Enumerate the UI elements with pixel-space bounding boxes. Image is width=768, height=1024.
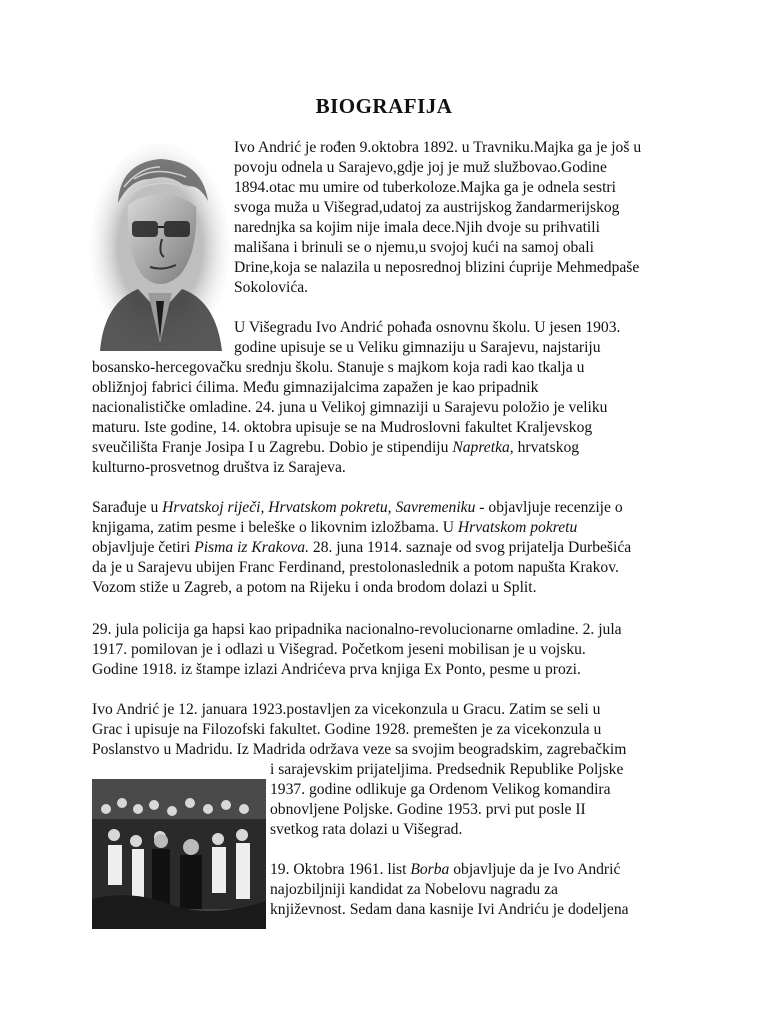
text-line: 1917. pomilovan je i odlazi u Višegrad. Početkom jeseni mobilisan je u vojsku. (92, 641, 586, 658)
text-line: Poslanstvo u Madridu. Iz Madrida održava veze sa svojim beogradskim, zagrebačkim (92, 741, 627, 758)
text-line: svoga muža u Višegrad,udatoj za austrijskog žandarmerijskog (234, 199, 620, 216)
page-title: BIOGRAFIJA (315, 94, 453, 118)
text-line: Sokolovića. (234, 279, 309, 296)
text-line: knjigama, zatim pesme i beleške o likovnim izložbama. U Hrvatskom pokretu (92, 519, 578, 536)
text-line: Ivo Andrić je 12. januara 1923.postavljen za vicekonzula u Gracu. Zatim se seli u (92, 701, 601, 718)
text-line: nacionalističke omladine. 24. juna u Velikoj gimnaziji u Sarajevu položio je veliku (92, 399, 608, 416)
paragraph-diplomacy (92, 700, 684, 840)
text-line: 19. Oktobra 1961. list Borba objavljuje da je Ivo Andrić (270, 861, 621, 878)
text-line: Vozom stiže u Zagreb, a potom na Rijeku i onda brodom dolazi u Split. (92, 579, 537, 596)
text-line: U Višegradu Ivo Andrić pohađa osnovnu školu. U jesen 1903. (234, 319, 621, 336)
text-line: godine upisuje se u Veliku gimnaziju u Sarajevu, najstariju (234, 339, 601, 356)
paragraph-birth (92, 138, 684, 298)
text-line: kulturno-prosvetnog društva iz Sarajeva. (92, 459, 346, 476)
text-line: narednjka sa kojim nije imala dece.Njih dvoje su prihvatili (234, 219, 600, 236)
text-line: sveučilišta Franje Josipa I u Zagrebu. Dobio je stipendiju Napretka, hrvatskog (92, 439, 580, 456)
text-line: svetkog rata dolazi u Višegrad. (270, 821, 463, 838)
text-line: najozbiljniji kandidat za Nobelovu nagradu za (270, 881, 558, 898)
paragraph-arrest (92, 620, 684, 680)
text-line: 29. jula policija ga hapsi kao pripadnika nacionalno-revolucionarne omladine. 2. jula (92, 621, 622, 638)
text-line: da je u Sarajevu ubijen Franc Ferdinand, prestolonaslednik a potom napušta Krakov. (92, 559, 619, 576)
text-line: Sarađuje u Hrvatskoj riječi, Hrvatskom pokretu, Savremeniku - objavljuje recenzije o (92, 499, 623, 516)
text-line: maturu. Iste godine, 14. oktobra upisuje se na Mudroslovni fakultet Kraljevskog (92, 419, 593, 436)
text-line: bosansko-hercegovačku srednju školu. Stanuje s majkom koja radi kao tkalja u (92, 359, 585, 376)
text-line: povoju odnela u Sarajevo,gdje joj je muž službovao.Godine (234, 159, 607, 176)
text-line: obližnjoj fabrici ćilima. Među gimnazijalcima zapažen je kao pripadnik (92, 379, 539, 396)
text-line: Godine 1918. iz štampe izlazi Andrićeva prva knjiga Ex Ponto, pesme u prozi. (92, 661, 581, 678)
paragraph-school (92, 318, 684, 478)
text-line: 1894.otac mu umire od tuberkoloze.Majka ga je odnela sestri (234, 179, 616, 196)
text-line: 1937. godine odlikuje ga Ordenom Velikog komandira (270, 781, 611, 798)
text-line: objavljuje četiri Pisma iz Krakova. 28. juna 1914. saznaje od svog prijatelja Durbešića (92, 539, 632, 556)
text-line: obnovljene Poljske. Godine 1953. prvi put posle II (270, 801, 586, 818)
text-line: i sarajevskim prijateljima. Predsednik Republike Poljske (270, 761, 624, 778)
paragraph-nobel (92, 860, 684, 920)
text-line: književnost. Sedam dana kasnije Ivi Andriću je dodeljena (270, 901, 629, 918)
text-line: Ivo Andrić je rođen 9.oktobra 1892. u Travniku.Majka ga je još u (234, 139, 642, 156)
text-line: Grac i upisuje na Filozofski fakultet. Godine 1928. premešten je za vicekonzula u (92, 721, 602, 738)
text-line: Drine,koja se nalazila u neposrednoj blizini ćuprije Mehmedpaše (234, 259, 640, 276)
text-line: mališana i brinuli se o njemu,u svojoj kući na samoj obali (234, 239, 594, 256)
paragraph-collaboration (92, 498, 684, 598)
